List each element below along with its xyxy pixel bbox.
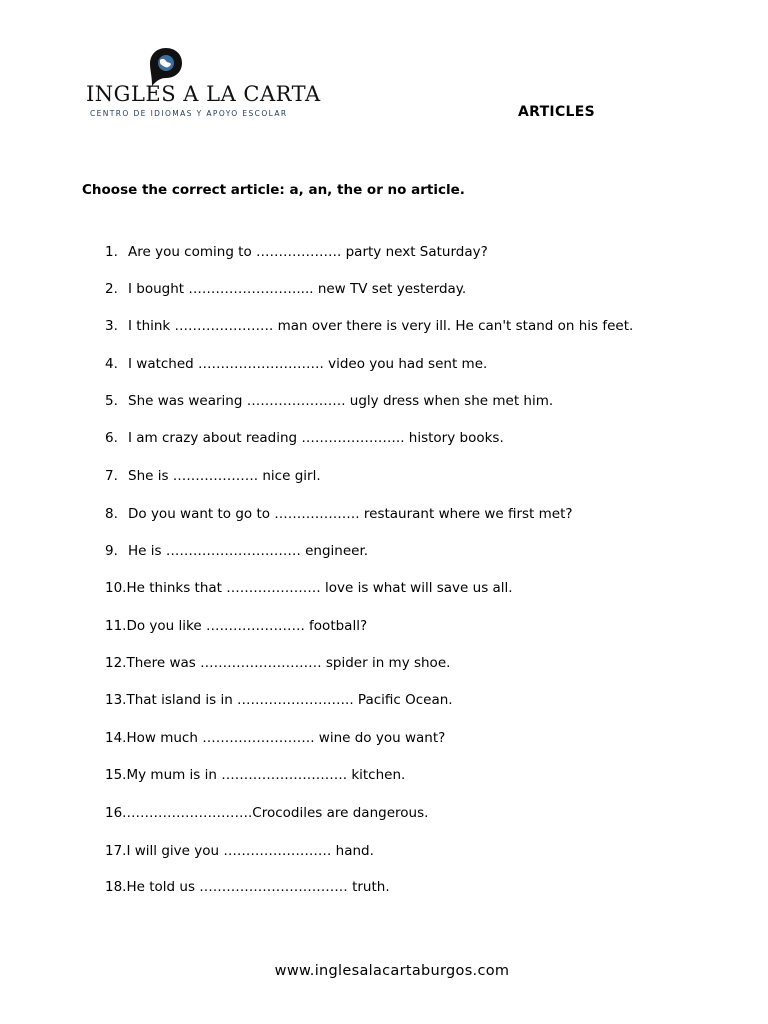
question-text: He is ………………………… engineer. [128, 543, 369, 559]
instructions: Choose the correct article: a, an, the or no article. [82, 182, 465, 198]
list-item [105, 506, 573, 522]
question-number: 8. [105, 506, 118, 522]
list-item [105, 655, 450, 671]
footer-url: www.inglesalacartaburgos.com [274, 963, 510, 979]
question-number: 11. [105, 618, 127, 634]
question-text: ……………………….Crocodiles are dangerous. [126, 805, 429, 821]
question-number: 9. [105, 543, 118, 559]
list-item [105, 879, 390, 895]
list-item [105, 356, 487, 372]
question-number: 3. [105, 318, 118, 334]
question-number: 17. [105, 843, 127, 859]
question-number: 13. [105, 692, 127, 708]
question-number: 4. [105, 356, 118, 372]
list-item [105, 318, 633, 334]
question-number: 15. [105, 767, 127, 783]
list-item [105, 692, 453, 708]
question-text: She is ………………. nice girl. [128, 468, 321, 484]
question-text: I bought …………………….... new TV set yesterday. [128, 281, 467, 297]
list-item [105, 805, 428, 821]
question-text: He told us …………………………… truth. [126, 879, 390, 895]
question-number: 14. [105, 730, 127, 746]
question-number: 16. [105, 805, 127, 821]
question-text: There was ……………………… spider in my shoe. [126, 655, 451, 671]
list-item [105, 393, 553, 409]
question-number: 6. [105, 430, 118, 446]
question-text: How much ……………………. wine do you want? [126, 730, 446, 746]
list-item [105, 618, 367, 634]
list-item [105, 767, 405, 783]
logo-tagline: CENTRO DE IDIOMAS Y APOYO ESCOLAR [90, 109, 288, 118]
list-item [105, 468, 321, 484]
question-text: I watched ………………………. video you had sent me. [128, 356, 488, 372]
question-text: Are you coming to ………………. party next Saturday? [128, 244, 488, 260]
logo-name: INGLES A LA CARTA [86, 82, 321, 106]
list-item [105, 430, 504, 446]
question-number: 10. [105, 580, 127, 596]
question-text: I will give you …………………… hand. [126, 843, 374, 859]
question-text: He thinks that ………………… love is what will save us all. [126, 580, 513, 596]
question-number: 12. [105, 655, 127, 671]
question-number: 2. [105, 281, 118, 297]
question-number: 18. [105, 879, 127, 895]
question-number: 1. [105, 244, 118, 260]
list-item [105, 580, 513, 596]
question-text: My mum is in ………………………. kitchen. [126, 767, 406, 783]
list-item [105, 730, 445, 746]
list-item [105, 281, 466, 297]
question-number: 5. [105, 393, 118, 409]
list-item [105, 843, 374, 859]
page-title: ARTICLES [518, 104, 595, 120]
question-text: Do you like …………………. football? [126, 618, 368, 634]
list-item [105, 244, 488, 260]
question-text: That island is in …………………….. Pacific Ocean. [126, 692, 453, 708]
list-item [105, 543, 368, 559]
question-text: She was wearing …………………. ugly dress when she met him. [128, 393, 554, 409]
question-text: I think …………………. man over there is very ill. He can't stand on his feet. [128, 318, 634, 334]
question-text: Do you want to go to ………………. restaurant where we first met? [128, 506, 573, 522]
question-text: I am crazy about reading ………………….. history books. [128, 430, 504, 446]
question-number: 7. [105, 468, 118, 484]
